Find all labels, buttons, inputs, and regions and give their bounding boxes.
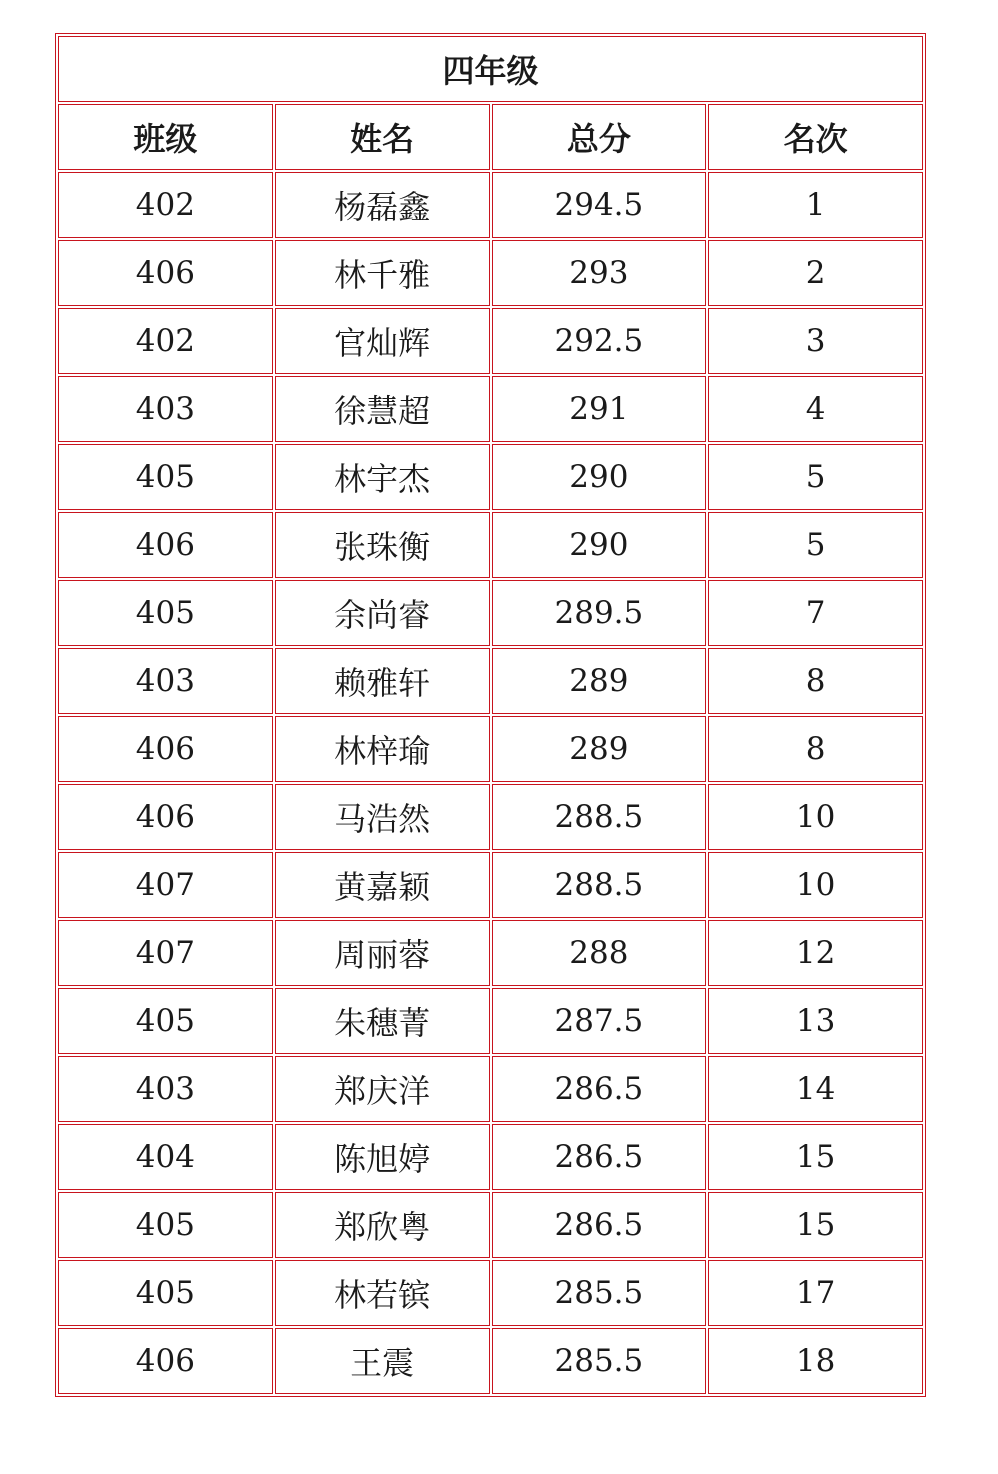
- cell-name: 徐慧超: [275, 376, 490, 442]
- table-body: [58, 172, 923, 1394]
- cell-rank: 5: [708, 512, 923, 578]
- cell-score: 289.5: [492, 580, 707, 646]
- cell-name: 郑庆洋: [275, 1056, 490, 1122]
- cell-class: 402: [58, 308, 273, 374]
- table-row: [58, 580, 923, 646]
- cell-name: 马浩然: [275, 784, 490, 850]
- cell-rank: 10: [708, 852, 923, 918]
- table-title: 四年级: [58, 36, 923, 102]
- cell-name: 余尚睿: [275, 580, 490, 646]
- cell-name: 周丽蓉: [275, 920, 490, 986]
- cell-score: 289: [492, 716, 707, 782]
- cell-rank: 7: [708, 580, 923, 646]
- header-class: 班级: [58, 104, 273, 170]
- cell-score: 287.5: [492, 988, 707, 1054]
- cell-rank: 10: [708, 784, 923, 850]
- cell-score: 293: [492, 240, 707, 306]
- cell-score: 294.5: [492, 172, 707, 238]
- cell-name: 王震: [275, 1328, 490, 1394]
- table-row: [58, 240, 923, 306]
- cell-class: 405: [58, 1192, 273, 1258]
- cell-name: 林千雅: [275, 240, 490, 306]
- cell-score: 286.5: [492, 1124, 707, 1190]
- cell-rank: 8: [708, 716, 923, 782]
- table-row: [58, 1260, 923, 1326]
- cell-rank: 5: [708, 444, 923, 510]
- header-name: 姓名: [275, 104, 490, 170]
- cell-class: 406: [58, 716, 273, 782]
- cell-class: 405: [58, 444, 273, 510]
- table-row: [58, 648, 923, 714]
- cell-name: 林梓瑜: [275, 716, 490, 782]
- cell-score: 292.5: [492, 308, 707, 374]
- cell-score: 291: [492, 376, 707, 442]
- cell-rank: 12: [708, 920, 923, 986]
- cell-score: 288: [492, 920, 707, 986]
- cell-rank: 1: [708, 172, 923, 238]
- table-row: [58, 1192, 923, 1258]
- cell-class: 402: [58, 172, 273, 238]
- table-row: [58, 512, 923, 578]
- cell-name: 张珠衡: [275, 512, 490, 578]
- header-rank: 名次: [708, 104, 923, 170]
- cell-score: 289: [492, 648, 707, 714]
- cell-rank: 2: [708, 240, 923, 306]
- cell-rank: 15: [708, 1124, 923, 1190]
- cell-name: 朱穗菁: [275, 988, 490, 1054]
- table-header-row: [58, 104, 923, 170]
- cell-rank: 8: [708, 648, 923, 714]
- cell-rank: 15: [708, 1192, 923, 1258]
- cell-class: 407: [58, 920, 273, 986]
- cell-name: 林若镔: [275, 1260, 490, 1326]
- table-row: [58, 784, 923, 850]
- cell-class: 405: [58, 988, 273, 1054]
- cell-score: 288.5: [492, 852, 707, 918]
- cell-class: 403: [58, 376, 273, 442]
- table-row: [58, 716, 923, 782]
- cell-rank: 3: [708, 308, 923, 374]
- grade-score-table: [55, 33, 926, 1397]
- cell-score: 286.5: [492, 1056, 707, 1122]
- cell-rank: 17: [708, 1260, 923, 1326]
- table-row: [58, 1328, 923, 1394]
- table-title-row: [58, 36, 923, 102]
- table-row: [58, 1056, 923, 1122]
- table-row: [58, 1124, 923, 1190]
- score-table-container: [55, 33, 926, 1397]
- table-row: [58, 920, 923, 986]
- cell-class: 405: [58, 580, 273, 646]
- table-row: [58, 444, 923, 510]
- cell-score: 286.5: [492, 1192, 707, 1258]
- cell-rank: 4: [708, 376, 923, 442]
- cell-class: 406: [58, 784, 273, 850]
- cell-name: 赖雅轩: [275, 648, 490, 714]
- cell-name: 官灿辉: [275, 308, 490, 374]
- cell-class: 406: [58, 1328, 273, 1394]
- cell-class: 405: [58, 1260, 273, 1326]
- cell-name: 郑欣粤: [275, 1192, 490, 1258]
- cell-score: 285.5: [492, 1328, 707, 1394]
- cell-class: 406: [58, 240, 273, 306]
- cell-rank: 18: [708, 1328, 923, 1394]
- table-row: [58, 988, 923, 1054]
- table-row: [58, 376, 923, 442]
- table-row: [58, 172, 923, 238]
- table-row: [58, 308, 923, 374]
- cell-name: 林宇杰: [275, 444, 490, 510]
- cell-score: 288.5: [492, 784, 707, 850]
- cell-class: 407: [58, 852, 273, 918]
- cell-rank: 13: [708, 988, 923, 1054]
- cell-name: 黄嘉颖: [275, 852, 490, 918]
- cell-score: 285.5: [492, 1260, 707, 1326]
- cell-score: 290: [492, 512, 707, 578]
- cell-class: 404: [58, 1124, 273, 1190]
- cell-class: 403: [58, 648, 273, 714]
- cell-rank: 14: [708, 1056, 923, 1122]
- cell-class: 403: [58, 1056, 273, 1122]
- cell-class: 406: [58, 512, 273, 578]
- cell-name: 杨磊鑫: [275, 172, 490, 238]
- header-score: 总分: [492, 104, 707, 170]
- table-row: [58, 852, 923, 918]
- cell-name: 陈旭婷: [275, 1124, 490, 1190]
- cell-score: 290: [492, 444, 707, 510]
